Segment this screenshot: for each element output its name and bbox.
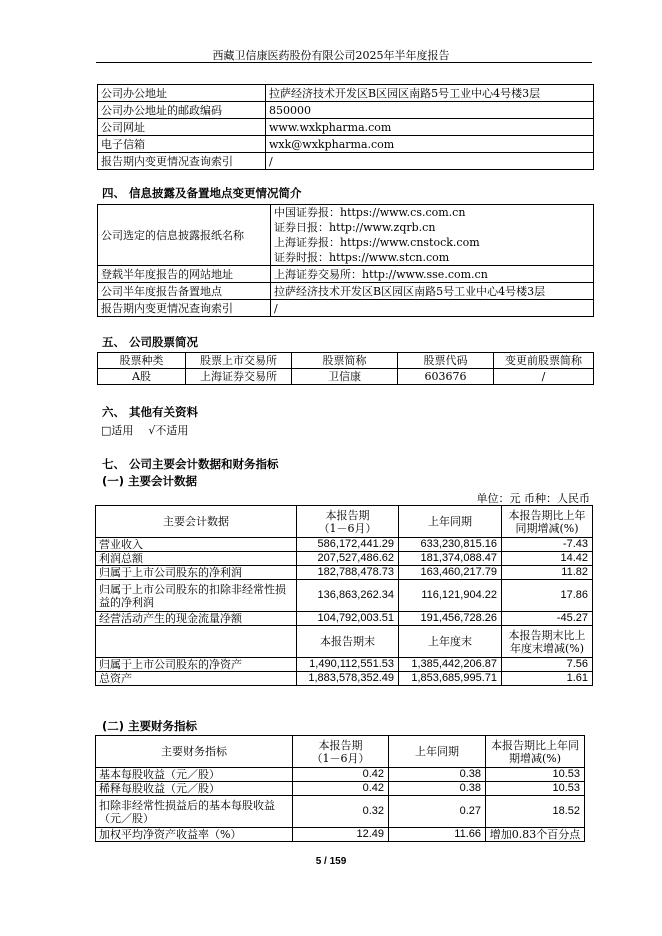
cell: 拉萨经济技术开发区B区园区南路5号工业中心4号楼3层 xyxy=(266,85,594,102)
cell: / xyxy=(266,153,594,170)
row-label: 总资产 xyxy=(96,672,297,686)
col-header: 股票代码 xyxy=(398,353,494,369)
row-label: 归属于上市公司股东的扣除非经常性损益的净利润 xyxy=(96,580,297,612)
cell: A股 xyxy=(98,369,186,385)
cell: 公司选定的信息披露报纸名称 xyxy=(98,205,271,266)
col-header: 本报告期末比上年度末增减(%) xyxy=(502,626,593,658)
row-label: 稀释每股收益（元／股） xyxy=(96,782,293,796)
value: -7.43 xyxy=(502,538,593,552)
unit-note: 单位：元 币种：人民币 xyxy=(476,492,590,505)
cell: 603676 xyxy=(398,369,494,385)
accounting-data-table xyxy=(95,505,593,686)
cell: wxk@wxkpharma.com xyxy=(266,136,594,153)
col-header: 本报告期末 xyxy=(297,626,399,658)
cell: 卫信康 xyxy=(292,369,398,385)
value: 136,863,262.34 xyxy=(297,580,399,612)
value: 181,374,088.47 xyxy=(399,552,502,566)
value: 1,853,685,995.71 xyxy=(399,672,502,686)
value: 0.42 xyxy=(293,768,389,782)
row-label: 利润总额 xyxy=(96,552,297,566)
value: 0.38 xyxy=(389,768,486,782)
col-header: 股票种类 xyxy=(98,353,186,369)
value: 0.27 xyxy=(389,796,486,828)
option-not-applicable: √不适用 xyxy=(148,424,189,437)
value: 18.52 xyxy=(486,796,585,828)
cell: 公司办公地址 xyxy=(98,85,266,102)
cell: 上海证券交易所：http://www.sse.com.cn xyxy=(271,266,594,283)
value: 191,456,728.26 xyxy=(399,612,502,626)
row-label: 归属于上市公司股东的净利润 xyxy=(96,566,297,580)
section5-title: 五、 公司股票简况 xyxy=(102,335,199,349)
page-number: 5 / 159 xyxy=(315,856,347,867)
col-header: 上年同期 xyxy=(389,736,486,768)
cell: 公司办公地址的邮政编码 xyxy=(98,102,266,119)
value: 7.56 xyxy=(502,658,593,672)
stock-table xyxy=(97,352,594,385)
section7-title: 七、 公司主要会计数据和财务指标 xyxy=(102,457,279,471)
cell: 公司网址 xyxy=(98,119,266,136)
value: -45.27 xyxy=(502,612,593,626)
subsection2-title: (二) 主要财务指标 xyxy=(102,719,198,733)
col-header: 变更前股票简称 xyxy=(494,353,594,369)
value: 207,527,486.62 xyxy=(297,552,399,566)
cell: 公司半年度报告备置地点 xyxy=(98,283,271,300)
page-header: 西藏卫信康医药股份有限公司2025年半年度报告 xyxy=(212,49,450,62)
value: 1,385,442,206.87 xyxy=(399,658,502,672)
col-header: 本报告期比上年同期增减(%) xyxy=(486,736,585,768)
value: 17.86 xyxy=(502,580,593,612)
value: 1,490,112,551.53 xyxy=(297,658,399,672)
row-label: 基本每股收益（元／股） xyxy=(96,768,293,782)
col-header: 本报告期 （1－6月） xyxy=(297,506,399,538)
value: 1.61 xyxy=(502,672,593,686)
value: 0.42 xyxy=(293,782,389,796)
col-header: 股票简称 xyxy=(292,353,398,369)
value: 116,121,904.22 xyxy=(399,580,502,612)
col-header: 上年度末 xyxy=(399,626,502,658)
header-rule xyxy=(96,62,592,63)
cell: www.wxkpharma.com xyxy=(266,119,594,136)
value: 11.82 xyxy=(502,566,593,580)
value: 163,460,217.79 xyxy=(399,566,502,580)
col-header: 主要财务指标 xyxy=(96,736,293,768)
row-label: 经营活动产生的现金流量净额 xyxy=(96,612,297,626)
subsection1-title: (一) 主要会计数据 xyxy=(102,474,198,488)
cell: / xyxy=(494,369,594,385)
value: 104,792,003.51 xyxy=(297,612,399,626)
value: 0.32 xyxy=(293,796,389,828)
cell: 电子信箱 xyxy=(98,136,266,153)
value: 586,172,441.29 xyxy=(297,538,399,552)
newspaper-line: 上海证券报：https://www.cnstock.com xyxy=(274,236,480,249)
row-label: 加权平均净资产收益率（%） xyxy=(96,828,293,842)
value: 182,788,478.73 xyxy=(297,566,399,580)
col-header: 股票上市交易所 xyxy=(186,353,292,369)
newspaper-line: 中国证券报：https://www.cs.com.cn xyxy=(274,206,466,219)
value: 10.53 xyxy=(486,768,585,782)
contact-table xyxy=(97,84,594,170)
cell: 登载半年度报告的网站地址 xyxy=(98,266,271,283)
blank-cell xyxy=(96,626,297,658)
cell: 850000 xyxy=(266,102,594,119)
col-header: 本报告期 （1－6月） xyxy=(293,736,389,768)
col-header: 上年同期 xyxy=(399,506,502,538)
financial-indicators-table xyxy=(95,735,585,842)
value: 10.53 xyxy=(486,782,585,796)
value: 12.49 xyxy=(293,828,389,842)
section4-title: 四、 信息披露及备置地点变更情况简介 xyxy=(102,186,302,200)
cell: 报告期内变更情况查询索引 xyxy=(98,153,266,170)
cell: 拉萨经济技术开发区B区园区南路5号工业中心4号楼3层 xyxy=(271,283,594,300)
value: 14.42 xyxy=(502,552,593,566)
row-label: 扣除非经常性损益后的基本每股收益（元／股） xyxy=(96,796,293,828)
row-label: 营业收入 xyxy=(96,538,297,552)
cell: / xyxy=(271,300,594,317)
col-header: 主要会计数据 xyxy=(96,506,297,538)
value: 633,230,815.16 xyxy=(399,538,502,552)
value: 增加0.83个百分点 xyxy=(486,828,585,842)
col-header: 本报告期比上年同期增减(%) xyxy=(502,506,593,538)
cell xyxy=(271,205,594,266)
applicability-options xyxy=(101,422,188,438)
row-label: 归属于上市公司股东的净资产 xyxy=(96,658,297,672)
value: 1,883,578,352.49 xyxy=(297,672,399,686)
newspaper-line: 证券时报：https://www.stcn.com xyxy=(274,251,450,264)
value: 11.66 xyxy=(389,828,486,842)
section6-title: 六、 其他有关资料 xyxy=(102,405,199,419)
disclosure-table xyxy=(97,204,594,317)
newspaper-line: 证券日报：http://www.zqrb.cn xyxy=(274,221,436,234)
cell: 报告期内变更情况查询索引 xyxy=(98,300,271,317)
option-applicable: □适用 xyxy=(101,424,134,437)
value: 0.38 xyxy=(389,782,486,796)
cell: 上海证券交易所 xyxy=(186,369,292,385)
